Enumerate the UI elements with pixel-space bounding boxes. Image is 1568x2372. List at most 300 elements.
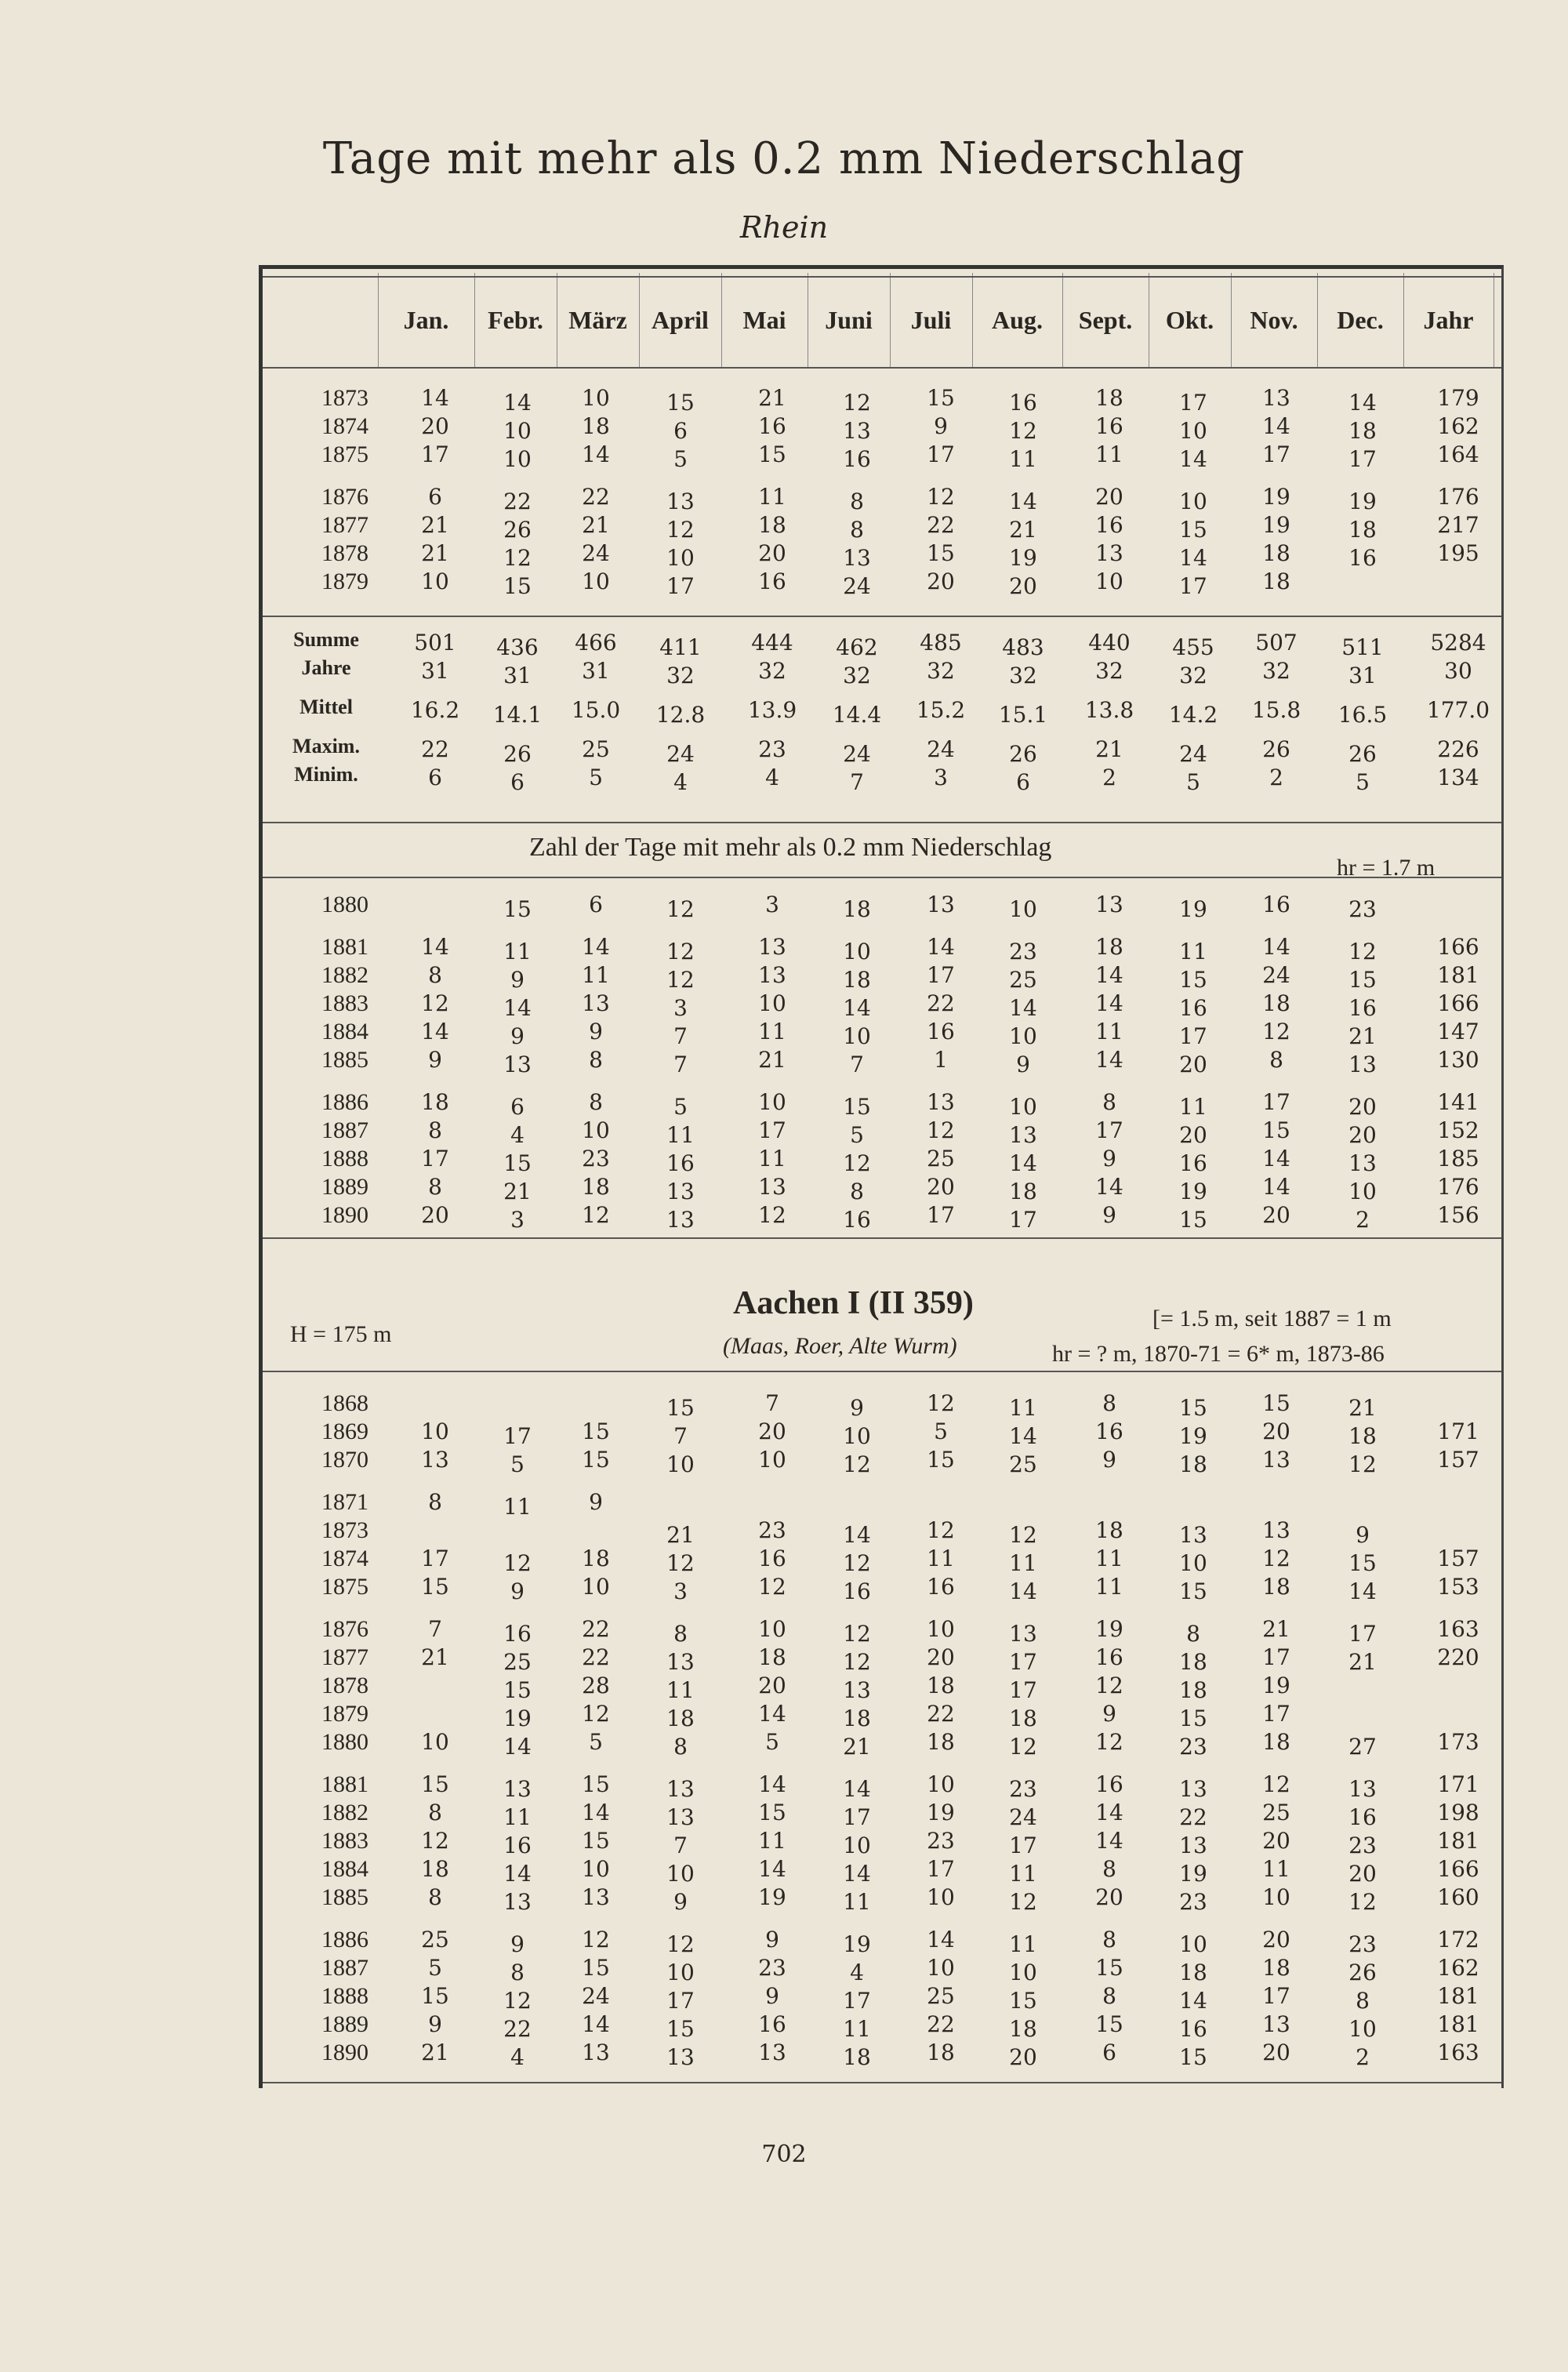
table-cell: 20 [421,413,449,439]
table-cell: 18 [1262,1729,1290,1755]
table-cell: 17 [927,1202,955,1228]
row-year: 1890 [321,1202,368,1228]
table-cell: 6 [510,1094,524,1120]
column-header: Jan. [403,305,449,334]
table-cell: 4 [510,1122,524,1148]
summary-cell: 14.1 [492,702,543,728]
table-cell: 27 [1348,1734,1377,1760]
summary-cell: 440 [1088,630,1131,656]
table-cell: 12 [1009,1734,1037,1760]
table-cell: 9 [510,1023,524,1049]
table-cell: 195 [1437,540,1479,566]
table-cell: 9 [765,1927,779,1952]
table-cell: 12 [582,1927,610,1952]
table-cell: 10 [421,1418,449,1444]
column-divider [972,273,973,367]
table-cell: 12 [843,1451,871,1477]
table-cell: 14 [1262,934,1290,960]
table-cell: 8 [1102,1856,1116,1882]
table-cell: 10 [666,1960,695,1985]
table-cell: 24 [582,1983,610,2009]
table-cell: 16 [758,568,786,594]
column-divider [378,273,379,367]
table-cell: 10 [582,568,610,594]
table-cell: 19 [503,1705,532,1731]
table-cell: 11 [758,1146,786,1171]
table-cell: 13 [666,1804,695,1830]
table-cell: 15 [582,1955,610,1981]
column-divider [1403,273,1404,367]
table-cell: 22 [927,2011,955,2037]
table-cell: 9 [1016,1052,1030,1077]
table-cell: 11 [927,1546,955,1571]
table-cell: 14 [1179,545,1207,571]
table-cell: 14 [503,1734,532,1760]
summary-cell: 226 [1437,736,1479,762]
table-cell: 21 [666,1522,695,1548]
table-cell: 15 [1179,1578,1207,1604]
table-cell: 9 [428,1047,442,1073]
row-year: 1886 [321,1089,368,1115]
table-cell: 17 [1262,1644,1290,1670]
table-cell: 15 [758,1800,786,1825]
table-cell: 8 [428,1117,442,1143]
summary-cell: 16.2 [410,697,460,723]
table-cell: 15 [1262,1390,1290,1416]
table-cell: 14 [1262,1174,1290,1200]
table-cell: 12 [1262,1546,1290,1571]
table-cell: 21 [421,2040,449,2065]
summary-cell: 134 [1437,765,1479,790]
table-cell: 12 [582,1202,610,1228]
table-cell: 25 [1009,967,1037,993]
table-cell: 5 [673,446,688,472]
table-cell: 14 [1009,1423,1037,1449]
table-cell: 12 [1009,1889,1037,1915]
table-cell: 21 [1348,1649,1377,1675]
table-cell: 181 [1437,962,1479,988]
table-cell: 20 [927,1174,955,1200]
table-cell: 16 [758,413,786,439]
table-cell: 17 [1009,1649,1037,1675]
summary-cell: 12.8 [655,702,706,728]
table-cell: 14 [582,441,610,467]
table-cell: 10 [582,1574,610,1600]
table-cell: 23 [758,1517,786,1543]
table-cell: 12 [666,967,695,993]
table-cell: 17 [1009,1677,1037,1703]
table-cell: 18 [1009,2016,1037,2042]
table-cell: 5 [673,1094,688,1120]
table-cell: 14 [1095,1800,1123,1825]
table-cell: 8 [1269,1047,1283,1073]
table-cell: 24 [582,540,610,566]
table-cell: 10 [666,1451,695,1477]
row-year: 1880 [321,892,368,917]
table-cell: 18 [666,1705,695,1731]
table-cell: 25 [503,1649,532,1675]
summary-cell: 13.8 [1084,697,1134,723]
table-cell: 9 [589,1019,603,1044]
table-cell: 13 [582,2040,610,2065]
row-divider [263,1237,1501,1239]
table-cell: 12 [1348,1451,1377,1477]
table-cell: 14 [758,1771,786,1797]
summary-cell: 462 [836,634,878,660]
table-cell: 147 [1437,1019,1479,1044]
table-cell: 8 [589,1047,603,1073]
table-cell: 19 [1179,896,1207,922]
table-cell: 15 [927,540,955,566]
table-cell: 17 [1009,1207,1037,1233]
summary-cell: 15.1 [998,702,1048,728]
table-cell: 18 [1095,934,1123,960]
table-cell: 13 [666,1649,695,1675]
column-header: Juli [910,305,952,334]
table-cell: 12 [927,1390,955,1416]
table-cell: 10 [758,1089,786,1115]
table-cell: 20 [1262,2040,1290,2065]
table-cell: 181 [1437,1983,1479,2009]
table-cell: 12 [927,1517,955,1543]
table-cell: 20 [1348,1122,1377,1148]
table-cell: 14 [927,1927,955,1952]
table-cell: 24 [843,573,871,599]
row-year: 1877 [321,1644,368,1670]
summary-cell: 31 [1348,663,1377,688]
table-cell: 185 [1437,1146,1479,1171]
table-cell: 12 [666,1550,695,1576]
table-cell: 12 [666,939,695,964]
table-cell: 11 [666,1677,695,1703]
row-year: 1876 [321,1616,368,1642]
table-cell: 10 [582,1856,610,1882]
column-header: Nov. [1250,305,1298,334]
table-cell: 8 [1356,1988,1370,2014]
table-cell: 18 [927,1673,955,1698]
table-cell: 9 [1102,1701,1116,1727]
table-cell: 6 [589,892,603,917]
summary-cell: 6 [428,765,442,790]
table-cell: 7 [673,1023,688,1049]
table-cell: 17 [1179,390,1207,416]
table-cell: 18 [758,512,786,538]
table-cell: 13 [758,1174,786,1200]
summary-cell: 5284 [1430,630,1486,656]
table-cell: 153 [1437,1574,1479,1600]
table-cell: 15 [1348,1550,1377,1576]
row-year: 1874 [321,1546,368,1571]
table-cell: 22 [927,990,955,1016]
table-cell: 14 [503,995,532,1021]
table-cell: 15 [582,1447,610,1473]
table-cell: 14 [843,1522,871,1548]
table-cell: 3 [510,1207,524,1233]
summary-cell: 26 [1262,736,1290,762]
summary-cell: 30 [1444,658,1472,684]
table-cell: 12 [503,1988,532,2014]
table-cell: 11 [1095,441,1123,467]
row-divider [263,367,1501,369]
table-cell: 14 [758,1701,786,1727]
table-cell: 16 [1179,1150,1207,1176]
table-cell: 26 [503,517,532,543]
table-cell: 9 [589,1489,603,1515]
table-cell: 10 [843,1833,871,1858]
table-cell: 17 [421,441,449,467]
summary-cell: 511 [1341,634,1384,660]
table-cell: 12 [843,1550,871,1576]
table-cell: 13 [1009,1621,1037,1647]
table-cell: 11 [1262,1856,1290,1882]
table-cell: 12 [927,1117,955,1143]
table-cell: 9 [934,413,948,439]
table-cell: 10 [1262,1884,1290,1910]
table-cell: 12 [758,1202,786,1228]
table-cell: 17 [1262,1701,1290,1727]
table-cell: 15 [1095,1955,1123,1981]
table-cell: 12 [1095,1729,1123,1755]
table-cell: 10 [758,1447,786,1473]
table-cell: 19 [1179,1423,1207,1449]
table-cell: 15 [421,1983,449,2009]
table-cell: 20 [1009,573,1037,599]
table-cell: 24 [1009,1804,1037,1830]
table-cell: 14 [1348,1578,1377,1604]
table-cell: 1 [934,1047,948,1073]
table-cell: 24 [1262,962,1290,988]
table-cell: 13 [666,2044,695,2070]
table-cell: 16 [843,1578,871,1604]
table-cell: 15 [1179,2044,1207,2070]
table-cell: 10 [1179,489,1207,514]
table-cell: 18 [1348,517,1377,543]
table-cell: 14 [1095,1828,1123,1854]
table-cell: 8 [428,1174,442,1200]
table-cell: 10 [1179,1550,1207,1576]
table-cell: 12 [1262,1771,1290,1797]
table-cell: 7 [428,1616,442,1642]
table-cell: 11 [503,1494,532,1520]
table-cell: 20 [1179,1122,1207,1148]
table-cell: 13 [758,2040,786,2065]
table-cell: 16 [1095,512,1123,538]
table-cell: 18 [843,1705,871,1731]
row-divider [263,1371,1501,1372]
table-cell: 12 [843,390,871,416]
table-cell: 8 [510,1960,524,1985]
table-cell: 15 [927,385,955,411]
table-cell: 3 [673,1578,688,1604]
table-cell: 12 [1348,939,1377,964]
column-divider [639,273,640,367]
summary-cell: 21 [1095,736,1123,762]
table-cell: 8 [850,1179,864,1204]
table-cell: 7 [673,1423,688,1449]
table-cell: 16 [1009,390,1037,416]
table-cell: 14 [582,1800,610,1825]
table-cell: 15 [1348,967,1377,993]
table-cell: 23 [1009,1776,1037,1802]
summary-cell: 16.5 [1338,702,1388,728]
table-cell: 9 [673,1889,688,1915]
table-cell: 17 [1179,573,1207,599]
table-cell: 14 [1009,995,1037,1021]
table-cell: 16 [1179,2016,1207,2042]
table-cell: 18 [582,413,610,439]
row-year: 1882 [321,1800,368,1825]
table-cell: 16 [927,1574,955,1600]
table-cell: 198 [1437,1800,1479,1825]
table-cell: 8 [673,1734,688,1760]
table-cell: 20 [1348,1094,1377,1120]
row-year: 1875 [321,1574,368,1600]
table-cell: 10 [1095,568,1123,594]
table-cell: 26 [1348,1960,1377,1985]
table-cell: 18 [1348,1423,1377,1449]
column-header: Sept. [1078,305,1133,334]
summary-label: Maxim. [292,735,360,757]
table-cell: 15 [582,1828,610,1854]
table-cell: 25 [1262,1800,1290,1825]
table-cell: 14 [758,1856,786,1882]
row-year: 1881 [321,934,368,960]
summary-cell: 6 [1016,769,1030,795]
table-cell: 15 [503,896,532,922]
summary-cell: 32 [843,663,871,688]
summary-cell: 26 [1009,741,1037,767]
table-cell: 15 [843,1094,871,1120]
row-year: 1889 [321,1174,368,1200]
table-cell: 21 [843,1734,871,1760]
summary-label: Mittel [299,696,353,718]
summary-cell: 31 [582,658,610,684]
table-cell: 12 [666,517,695,543]
table-cell: 21 [421,540,449,566]
table-cell: 15 [1179,517,1207,543]
summary-cell: 24 [666,741,695,767]
table-cell: 20 [1262,1927,1290,1952]
table-cell: 12 [1009,1522,1037,1548]
table-cell: 22 [503,489,532,514]
table-cell: 13 [503,1776,532,1802]
summary-cell: 485 [920,630,962,656]
summary-cell: 15.8 [1251,697,1301,723]
table-cell: 8 [1102,1927,1116,1952]
table-cell: 17 [1179,1023,1207,1049]
table-cell: 11 [758,1019,786,1044]
table-cell: 141 [1437,1089,1479,1115]
row-year: 1875 [321,441,368,467]
table-cell: 166 [1437,1856,1479,1882]
column-header: Okt. [1165,305,1214,334]
table-cell: 19 [1262,512,1290,538]
table-cell: 18 [1095,385,1123,411]
table-cell: 10 [1009,896,1037,922]
row-year: 1888 [321,1983,368,2009]
table-cell: 22 [582,484,610,510]
table-cell: 12 [1262,1019,1290,1044]
summary-cell: 24 [843,741,871,767]
column-header: Aug. [992,305,1043,334]
table-cell: 8 [850,489,864,514]
summary-cell: 25 [582,736,610,762]
summary-cell: 6 [510,769,524,795]
table-cell: 17 [1262,1089,1290,1115]
table-cell: 176 [1437,1174,1479,1200]
table-cell: 10 [582,385,610,411]
table-cell: 14 [421,385,449,411]
table-cell: 20 [1095,1884,1123,1910]
table-cell: 19 [758,1884,786,1910]
row-year: 1879 [321,1701,368,1727]
table-cell: 25 [421,1927,449,1952]
table-cell: 25 [927,1983,955,2009]
summary-cell: 411 [659,634,702,660]
table-cell: 11 [1095,1019,1123,1044]
table-cell: 10 [421,568,449,594]
table-cell: 17 [927,1856,955,1882]
table-cell: 18 [843,896,871,922]
row-year: 1885 [321,1047,368,1073]
table-cell: 25 [927,1146,955,1171]
table-cell: 22 [1179,1804,1207,1830]
row-year: 1881 [321,1771,368,1797]
row-year: 1884 [321,1856,368,1882]
summary-cell: 2 [1269,765,1283,790]
section-heading: Zahl der Tage mit mehr als 0.2 mm Niederschlag [529,833,1052,862]
table-cell: 12 [843,1649,871,1675]
row-divider [263,877,1501,878]
table-cell: 176 [1437,484,1479,510]
table-cell: 14 [1009,489,1037,514]
table-cell: 12 [1009,418,1037,444]
table-cell: 12 [666,896,695,922]
table-cell: 162 [1437,1955,1479,1981]
table-cell: 23 [1348,1931,1377,1957]
table-cell: 21 [1348,1023,1377,1049]
table-cell: 17 [1348,446,1377,472]
row-year: 1887 [321,1117,368,1143]
table-cell: 10 [1009,1023,1037,1049]
table-cell: 18 [1348,418,1377,444]
summary-cell: 14.4 [832,702,882,728]
table-cell: 18 [1262,1955,1290,1981]
table-cell: 22 [582,1616,610,1642]
table-cell: 16 [503,1833,532,1858]
row-year: 1890 [321,2040,368,2065]
table-cell: 20 [927,1644,955,1670]
summary-cell: 32 [666,663,695,688]
table-cell: 19 [927,1800,955,1825]
table-cell: 10 [666,1861,695,1887]
table-cell: 17 [1262,441,1290,467]
table-cell: 18 [1009,1179,1037,1204]
summary-cell: 14.2 [1168,702,1218,728]
table-cell: 14 [843,1776,871,1802]
table-cell: 18 [1262,568,1290,594]
table-cell: 11 [666,1122,695,1148]
row-year: 1886 [321,1927,368,1952]
row-divider [263,822,1501,823]
table-cell: 12 [666,1931,695,1957]
table-cell: 21 [1348,1395,1377,1421]
table-cell: 20 [1009,2044,1037,2070]
row-year: 1885 [321,1884,368,1910]
table-cell: 14 [1095,962,1123,988]
table-cell: 20 [758,1418,786,1444]
column-divider [721,273,722,367]
